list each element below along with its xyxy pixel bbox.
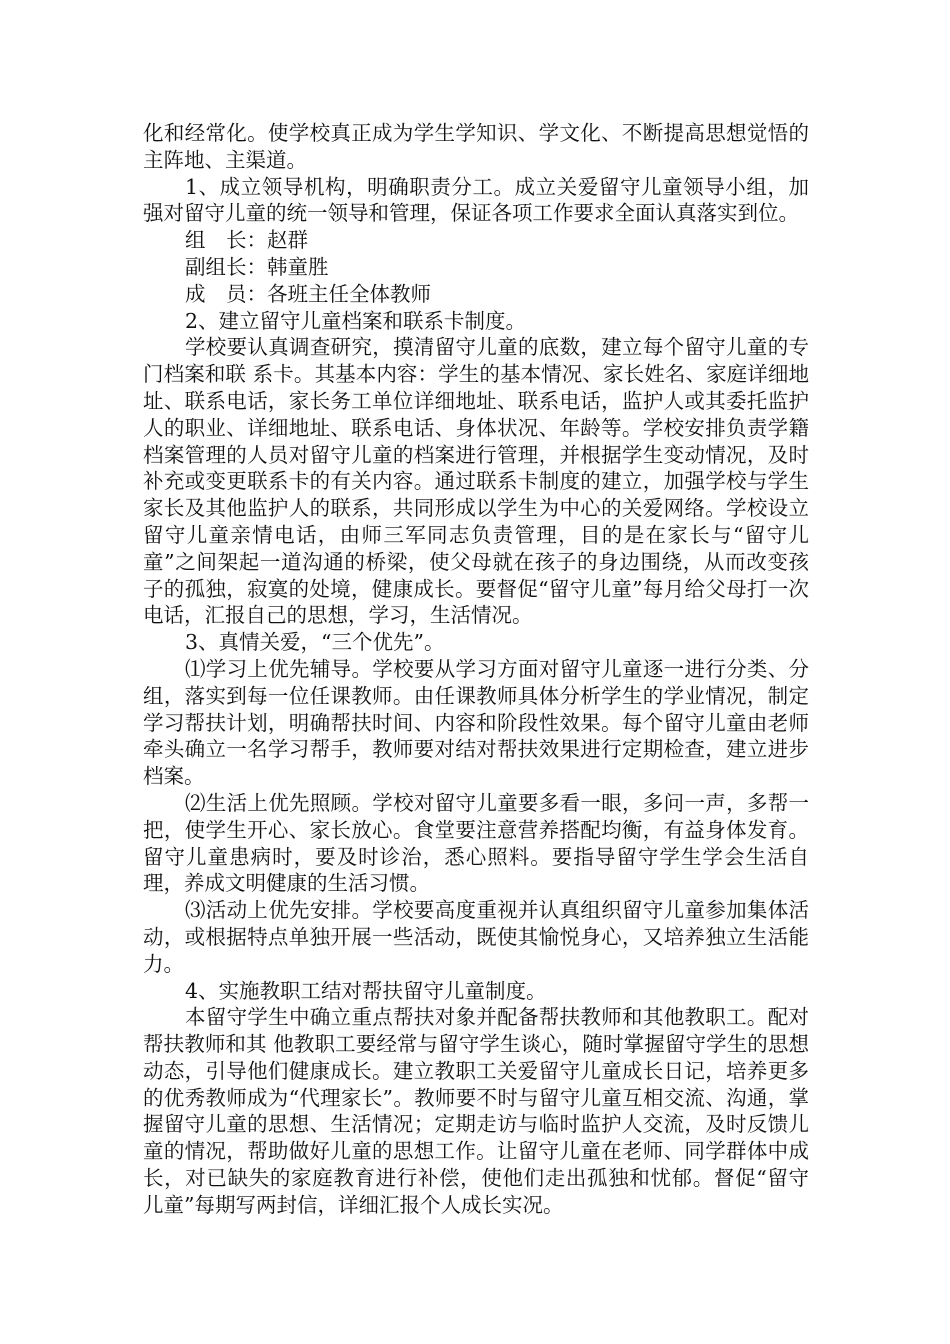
- role-leader: 组 长：赵群: [185, 228, 308, 253]
- paragraph-activity-priority: ⑶活动上优先安排。学校要高度重视并认真组织留守儿童参加集体活动，或根据特点单独开展一些活动，既使其愉悦身心，又培养独立生活能力。: [143, 898, 809, 976]
- paragraph-archive-details: 学校要认真调查研究，摸清留守儿童的底数，建立每个留守儿童的专门档案和联 系卡。其基本内容：学生的基本情况、家长姓名、家庭详细地址、联系电话，家长务工单位详细地址、联系电话，监护人或其委托监护人的职业、详细地址、联系电话、身体状况、年龄等。学校安排负责学籍档案管理的人员对留守儿童的档案进行管理，并根据学生变动情况，及时补充或变更联系卡的有关内容。通过联系卡制度的建立，加强学校与学生家长及其他监护人的联系，共同形成以学生为中心的关爱网络。学校设立留守儿童亲情电话，由师三军同志负责管理，目的是在家长与“留守儿童”之间架起一道沟通的桥梁，使父母就在孩子的身边围绕，从而改变孩子的孤独，寂寞的处境，健康成长。要督促“留守儿童”每月给父母打一次电话，汇报自己的思想，学习，生活情况。: [143, 335, 809, 628]
- heading-archive-contact-card: 2、建立留守儿童档案和联系卡制度。: [185, 308, 527, 333]
- paragraph-staff-pairing-details: 本留守学生中确立重点帮扶对象并配备帮扶教师和其他教职工。配对帮扶教师和其 他教职工要经常与留守学生谈心，随时掌握留守学生的思想动态，引导他们健康成长。建立教职工关爱留守儿童成长日记，培养更多的优秀教师成为“代理家长”。教师要不时与留守儿童互相交流、沟通，掌握留守儿童的思想、生活情况；定期走访与临时监护人交流，及时反馈儿童的情况，帮助做好儿童的思想工作。让留守儿童在老师、同学群体中成长，对已缺失的家庭教育进行补偿，使他们走出孤独和忧郁。督促“留守儿童”每期写两封信，详细汇报个人成长实况。: [143, 1005, 809, 1217]
- heading-three-priorities: 3、真情关爱，“三个优先”。: [185, 630, 445, 655]
- document-page: [143, 120, 809, 1219]
- role-members: 成 员：各班主任全体教师: [185, 281, 431, 306]
- paragraph-leadership-organization: 1、成立领导机构，明确职责分工。成立关爱留守儿童领导小组，加强对留守儿童的统一领导和管理，保证各项工作要求全面认真落实到位。: [143, 174, 809, 226]
- paragraph-intro-continuation: 化和经常化。使学校真正成为学生学知识、学文化、不断提高思想觉悟的主阵地、主渠道。: [143, 121, 809, 172]
- role-deputy-leader: 副组长：韩童胜: [185, 254, 329, 279]
- paragraph-study-priority: ⑴学习上优先辅导。学校要从学习方面对留守儿童逐一进行分类、分组，落实到每一位任课教师。由任课教师具体分析学生的学业情况，制定学习帮扶计划，明确帮扶时间、内容和阶段性效果。每个留守儿童由老师牵头确立一名学习帮手，教师要对结对帮扶效果进行定期检查，建立进步档案。: [143, 656, 809, 789]
- heading-staff-pairing: 4、实施教职工结对帮扶留守儿童制度。: [185, 978, 547, 1003]
- paragraph-life-priority: ⑵生活上优先照顾。学校对留守儿童要多看一眼，多问一声，多帮一把，使学生开心、家长放心。食堂要注意营养搭配均衡，有益身体发育。留守儿童患病时，要及时诊治，悉心照料。要指导留守学生学会生活自理，养成文明健康的生活习惯。: [143, 790, 809, 896]
